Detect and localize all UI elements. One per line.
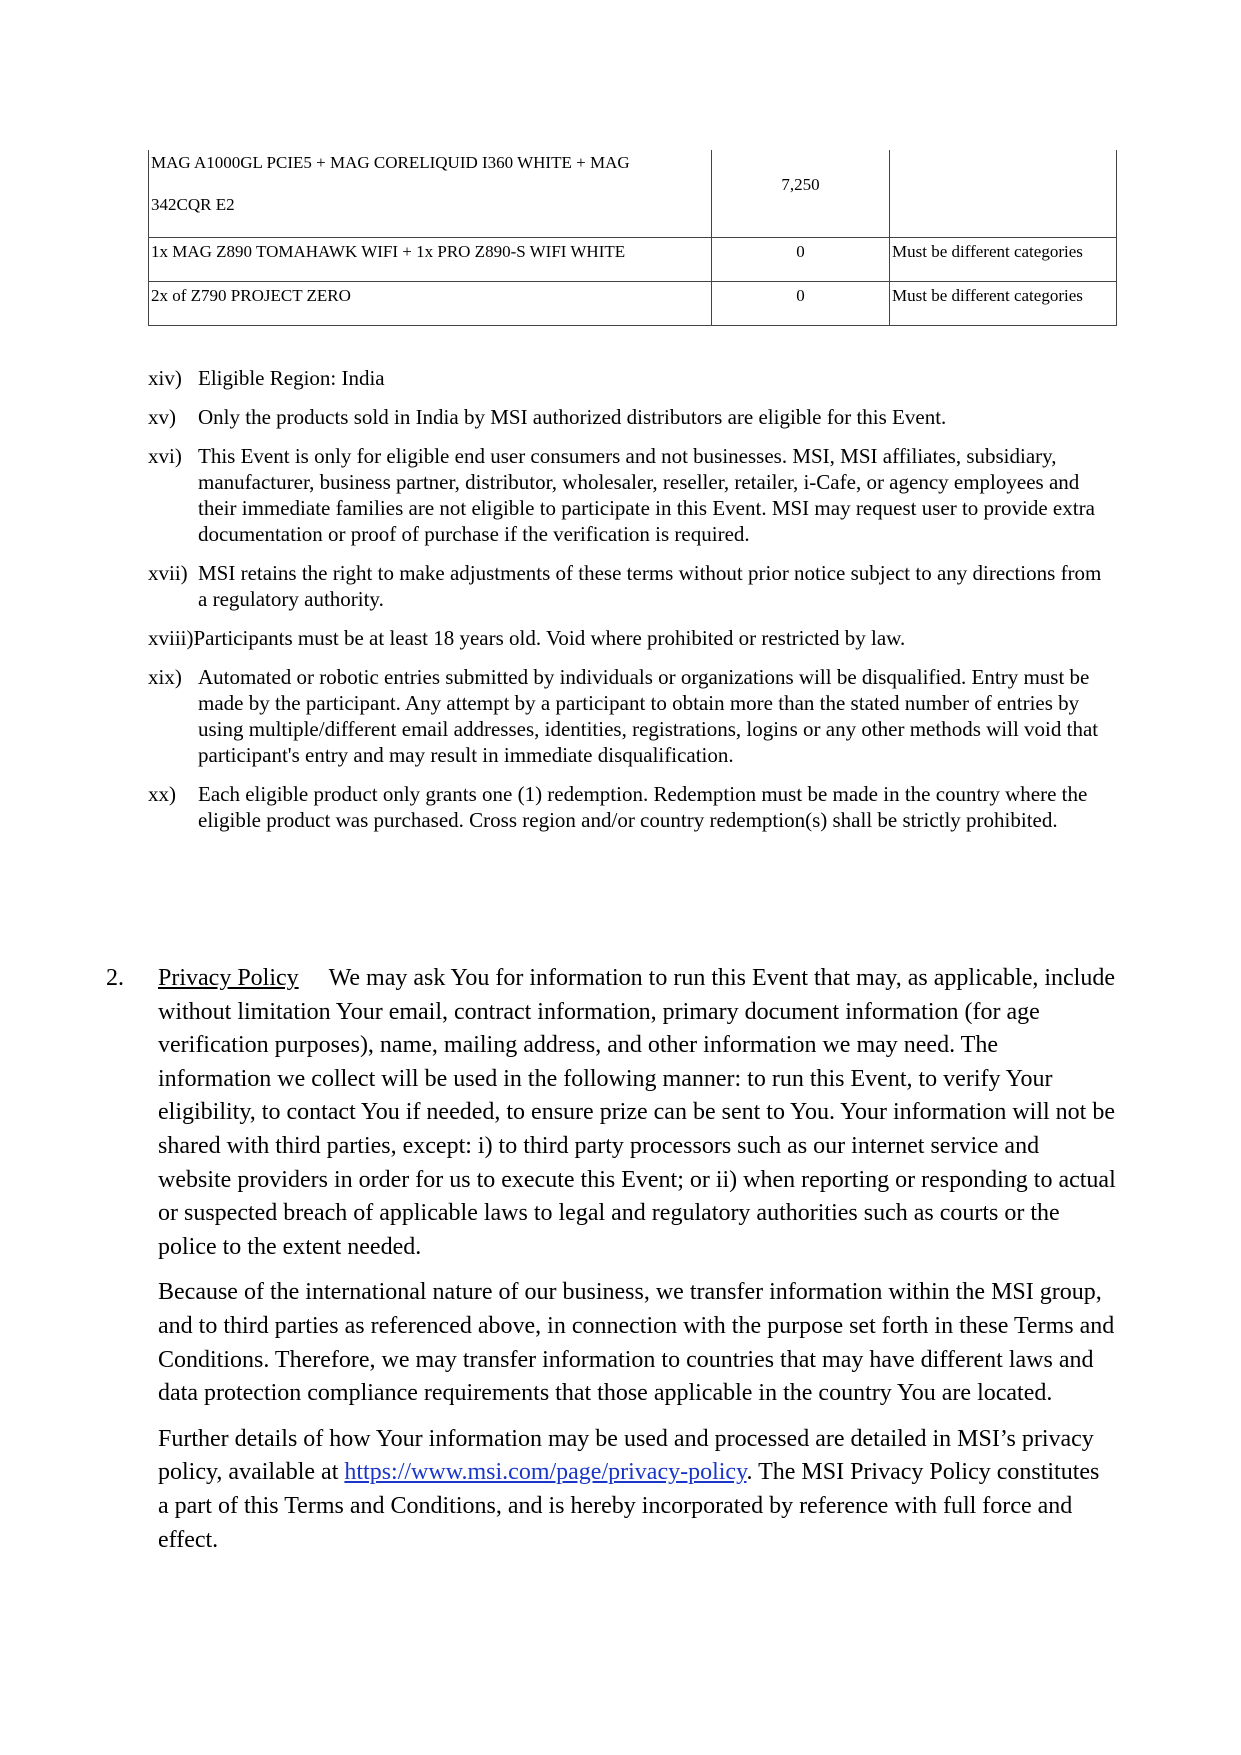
table-row [149,237,1117,281]
list-number: xx) [148,782,176,806]
list-item [148,664,1108,768]
privacy-paragraph-1 [158,962,1116,1264]
section-heading: Privacy Policy [158,965,299,991]
eligible-products-table [148,150,1117,326]
product-text-line2: 342CQR E2 [151,195,235,214]
list-item [148,404,1108,430]
product-cell: 2x of Z790 PROJECT ZERO [149,281,712,325]
list-number: xviii) [148,626,194,650]
paragraph-text: . The MSI Privacy Policy constitutes a part of this Terms and Conditions, and is hereby incorporated by reference with full force and effect. [158,1459,1100,1553]
product-text-line1: MAG A1000GL PCIE5 + MAG CORELIQUID I360 WHITE + MAG [151,153,630,172]
paragraph-text: We may ask You for information to run this Event that may, as applicable, include without limitation Your email, contract information, primary document information (for age verification purposes), name, mailing address, and other information we may need. The information we collect will be used in the following manner: to run this Event, to verify Your eligibility, to contact You if needed, to ensure prize can be sent to You. Your information will not be shared with third parties, except: i) to third party processors such as our internet service and website providers in order for us to execute this Event; or ii) when reporting or responding to actual or suspected breach of applicable laws to legal and regulatory authorities such as courts or the police to the extent needed. [158,965,1116,1260]
table-row [149,150,1117,237]
product-cell: 1x MAG Z890 TOMAHAWK WIFI + 1x PRO Z890-S WIFI WHITE [149,237,712,281]
value-cell: 0 [712,237,890,281]
value-cell: 0 [712,281,890,325]
list-number: xiv) [148,366,182,390]
list-item [148,365,1108,391]
list-item [148,625,1108,651]
table-row [149,281,1117,325]
list-item [148,443,1108,547]
note-cell: Must be different categories [890,281,1117,325]
list-number: xvi) [148,444,182,468]
list-text: MSI retains the right to make adjustments of these terms without prior notice subject to any directions from a regulatory authority. [198,561,1102,611]
list-text: Participants must be at least 18 years old. Void where prohibited or restricted by law. [193,626,906,650]
list-text: Automated or robotic entries submitted by individuals or organizations will be disqualified. Entry must be made by the participant. Any attempt by a participant to obtain more than the stated number of entries by using multiple/different email addresses, identities, registrations, logins or any other methods will void that participant's entry and may result in immediate disqualification. [198,665,1099,767]
privacy-policy-section [106,962,1116,1569]
list-number: xix) [148,665,182,689]
list-text: Only the products sold in India by MSI authorized distributors are eligible for this Event. [198,405,947,429]
value-cell: 7,250 [712,150,890,237]
note-cell: Must be different categories [890,237,1117,281]
paragraph-text: Further details of how Your information may be used and processed are detailed in MSI’s privacy policy, available at [158,1425,1094,1486]
privacy-policy-link[interactable]: https://www.msi.com/page/privacy-policy [344,1459,747,1486]
privacy-paragraph-3 [158,1423,1116,1557]
list-item [148,781,1108,833]
section-number: 2. [106,965,124,991]
list-number: xv) [148,405,176,429]
privacy-paragraph-2: Because of the international nature of our business, we transfer information within the MSI group, and to third parties as referenced above, in connection with the purpose set forth in these Terms and Conditions. Therefore, we may transfer information to countries that may have different laws and data protection compliance requirements that those applicable in the country You are located. [158,1279,1115,1407]
list-number: xvii) [148,561,188,585]
terms-list [148,365,1108,846]
list-text: Eligible Region: India [198,366,385,390]
list-text: This Event is only for eligible end user consumers and not businesses. MSI, MSI affiliates, subsidiary, manufacturer, business partner, distributor, wholesaler, reseller, retailer, i-Cafe, or agency employees and their immediate families are not eligible to participate in this Event. MSI may request user to provide extra documentation or proof of purchase if the verification is required. [198,444,1095,546]
product-cell [149,150,712,237]
note-cell [890,150,1117,237]
list-item [148,560,1108,612]
list-text: Each eligible product only grants one (1) redemption. Redemption must be made in the country where the eligible product was purchased. Cross region and/or country redemption(s) shall be strictly prohibited. [198,782,1088,832]
